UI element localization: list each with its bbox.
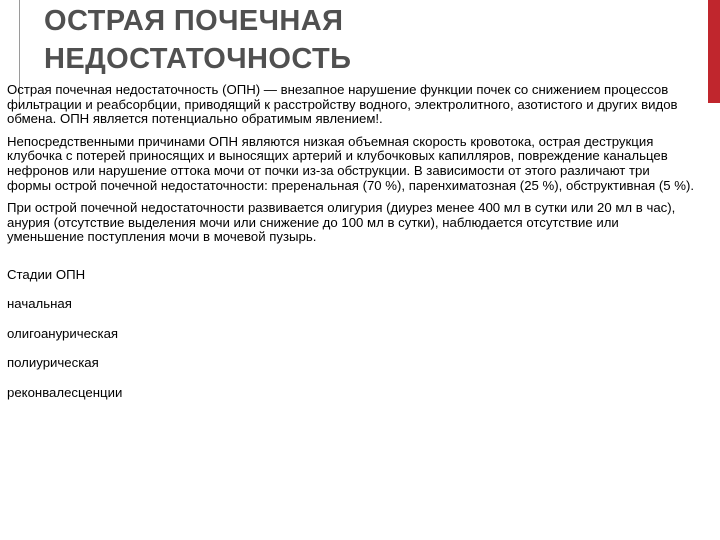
stages-list [7,267,697,400]
paragraph-definition: Острая почечная недостаточность (ОПН) — внезапное нарушение функции почек со снижением процессов фильтрации и реабсорбции, приводящий к расстройству водного, электролитного, азотистого и других видов обмена. ОПН является потенциально обратимым явлением!. [7,82,678,127]
stage-item-initial: начальная [7,296,72,312]
slide-body [7,83,697,414]
paragraph-symptoms: При острой почечной недостаточности развивается олигурия (диурез менее 400 мл в сутки или 20 мл в час), анурия (отсутствие выделения мочи или снижение до 100 мл в сутки), наблюдается отсутствие или уменьшение поступления мочи в мочевой пузырь. [7,200,676,245]
stage-item-oligoanuric: олигоанурическая [7,325,119,341]
stage-item-polyuric: полиурическая [7,355,99,371]
stages-heading: Стадии ОПН [7,266,86,282]
stage-item-convalescence: реконвалесценции [7,384,123,400]
paragraph-causes: Непосредственными причинами ОПН являются низкая объемная скорость кровотока, острая деструкция клубочка с потерей приносящих и выносящих артерий и клубочковых капилляров, повреждение канальцев нефронов или нарушение оттока мочи от почки из-за обструкции. В зависимости от этого различают три формы острой почечной недостаточности: преренальная (70 %), паренхиматозная (25 %), обструктивная (5 %). [7,133,695,193]
accent-bar [708,0,720,103]
slide-title: ОСТРАЯ ПОЧЕЧНАЯ НЕДОСТАТОЧНОСТЬ [44,5,352,75]
